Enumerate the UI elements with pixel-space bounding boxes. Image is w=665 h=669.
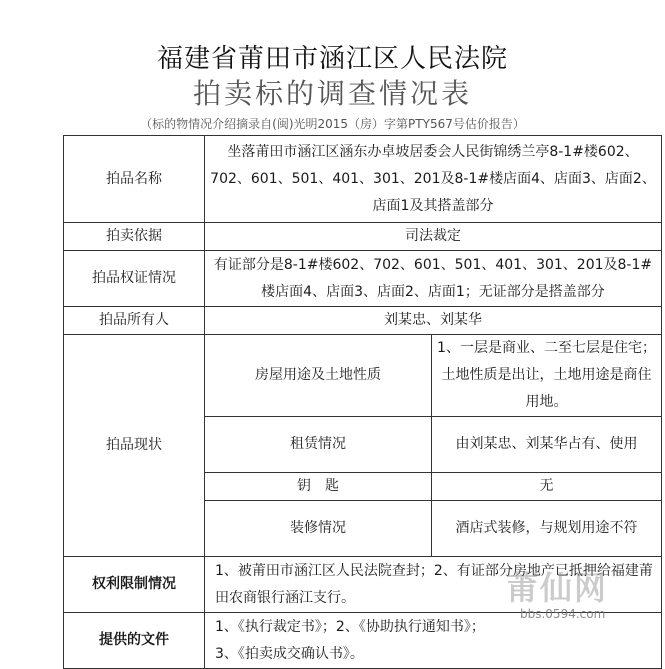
form-title: 拍卖标的调查情况表 [192,77,472,110]
court-name: 福建省莆田市涵江区人民法院 [156,44,508,74]
table-row [64,223,662,251]
keys-label: 钥 匙 [205,473,432,501]
table-row [64,335,662,417]
decoration-label: 装修情况 [205,501,432,557]
auction-basis-label: 拍卖依据 [64,223,205,251]
lease-label: 租赁情况 [205,417,432,473]
item-name-value: 坐落莆田市涵江区涵东办卓坡居委会人民街锦绣兰亭8-1#楼602、702、601、501、401、301、201及8-1#楼店面4、店面3、店面2、店面1及其搭盖部分 [205,136,662,223]
table-row [64,307,662,335]
decoration-value: 酒店式装修，与规划用途不符 [432,501,662,557]
watermark-logo: 莆仙网 [506,569,609,607]
item-name-label: 拍品名称 [64,136,205,223]
documents-line-1: 1、《执行裁定书》；2、《协助执行通知书》； [215,618,485,635]
rights-restriction-value: 1、被莆田市涵江区人民法院查封；2、有证部分房地产已抵押给福建莆田农商银行涵江支行。 [205,557,662,613]
item-status-label: 拍品现状 [64,335,205,557]
documents-line-2: 3、《拍卖成交确认书》。 [215,645,364,662]
lease-value: 由刘某忠、刘某华占有、使用 [432,417,662,473]
table-row [64,251,662,307]
usage-value: 1、一层是商业、二至七层是住宅；土地性质是出让，土地用途是商住用地。 [432,335,662,417]
owner-value: 刘某忠、刘某华 [205,307,662,335]
rights-restriction-label: 权利限制情况 [64,557,205,613]
owner-label: 拍品所有人 [64,307,205,335]
keys-value: 无 [432,473,662,501]
table-row [64,136,662,223]
site-watermark [506,563,656,653]
watermark-url: bbs.0594.com [520,607,606,621]
title-cert-label: 拍品权证情况 [64,251,205,307]
documents-label: 提供的文件 [64,613,205,669]
auction-basis-value: 司法裁定 [205,223,662,251]
form-subtitle: （标的物情况介绍摘录自(闽)光明2015（房）字第PTY567号估价报告） [140,117,525,131]
usage-label: 房屋用途及土地性质 [205,335,432,417]
title-cert-value: 有证部分是8-1#楼602、702、601、501、401、301、201及8-1#楼店面4、店面3、店面2、店面1；无证部分是搭盖部分 [205,251,662,307]
